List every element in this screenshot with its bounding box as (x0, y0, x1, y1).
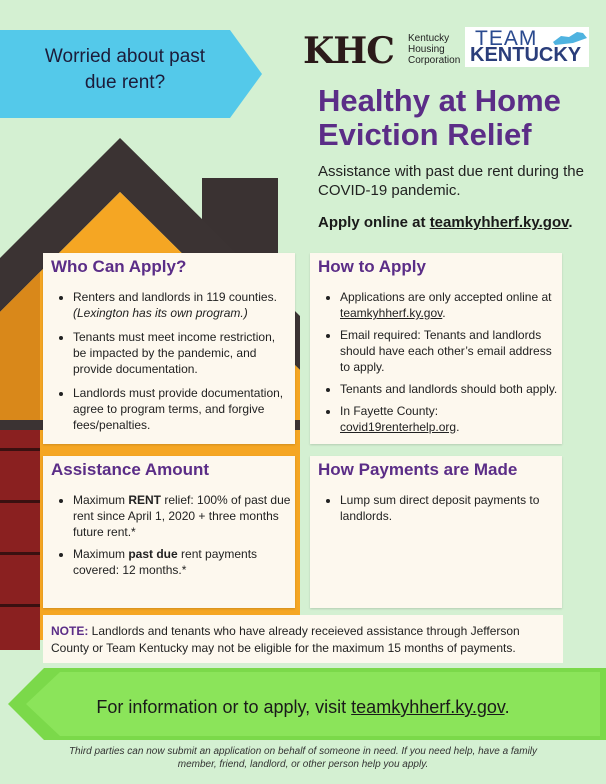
list-item: • Tenants and landlords should both apply. (340, 381, 558, 397)
assistance-amount-card (43, 456, 295, 608)
how-to-apply-card (310, 253, 562, 444)
page-title: Healthy at Home Eviction Relief (318, 83, 561, 152)
note-text: NOTE: Landlords and tenants who have already receieved assistance through Jefferson County or Team Kentucky may not be eligible for the maximum 15 months of payments. (51, 624, 520, 655)
list-item: • Landlords must provide documentation, agree to program terms, and forgive fees/penalties. (73, 385, 291, 433)
team-kentucky-line2: KENTUCKY (470, 44, 582, 66)
list-item: • Email required: Tenants and landlords should have each other’s email address to apply. (340, 327, 558, 375)
list-item: • Tenants must meet income restriction, be impacted by the pandemic, and provide documentation. (73, 329, 291, 377)
subtitle: Assistance with past due rent during the COVID-19 pandemic. (318, 163, 584, 199)
apply-online-line: Apply online at teamkyhherf.ky.gov. (318, 214, 573, 231)
list-item: • Lump sum direct deposit payments to landlords. (340, 492, 558, 524)
list-item: • Maximum past due rent payments covered: 12 months.* (73, 546, 291, 578)
fayette-link[interactable]: covid19renterhelp.org (340, 420, 457, 434)
kentucky-state-icon (553, 30, 587, 46)
team-kentucky-line1: TEAM (475, 27, 538, 50)
list-item: • In Fayette County: covid19renterhelp.org. (340, 403, 558, 435)
khc-name: Kentucky Housing Corporation (408, 33, 461, 66)
how-to-apply-heading: How to Apply (318, 257, 426, 276)
list-item: • Applications are only accepted online at teamkyhherf.ky.gov. (340, 289, 558, 321)
banner-text: Worried about past due rent? (44, 46, 206, 93)
apply-link[interactable]: teamkyhherf.ky.gov (340, 306, 443, 320)
payments-heading: How Payments are Made (318, 460, 518, 479)
brick-column (0, 420, 40, 650)
note-box (43, 615, 563, 663)
list-item: • Renters and landlords in 119 counties. (Lexington has its own program.) (73, 289, 291, 321)
assistance-amount-heading: Assistance Amount (51, 460, 210, 479)
note-label: NOTE: (51, 624, 89, 638)
who-can-apply-heading: Who Can Apply? (51, 257, 187, 276)
who-can-apply-card (43, 253, 295, 444)
payments-card (310, 456, 562, 608)
khc-logo: KHC (303, 30, 394, 72)
cta-text: For information or to apply, visit teamkyhherf.ky.gov. (96, 697, 510, 717)
cta-link[interactable]: teamkyhherf.ky.gov (351, 697, 505, 717)
apply-online-link[interactable]: teamkyhherf.ky.gov (429, 214, 569, 231)
list-item: • Maximum RENT relief: 100% of past due rent since April 1, 2020 + three months future rent.* (73, 492, 291, 540)
footer-note: Third parties can now submit an application on behalf of someone in need. If you need help, have a family member, friend, landlord, or other person help you apply. (68, 746, 538, 770)
